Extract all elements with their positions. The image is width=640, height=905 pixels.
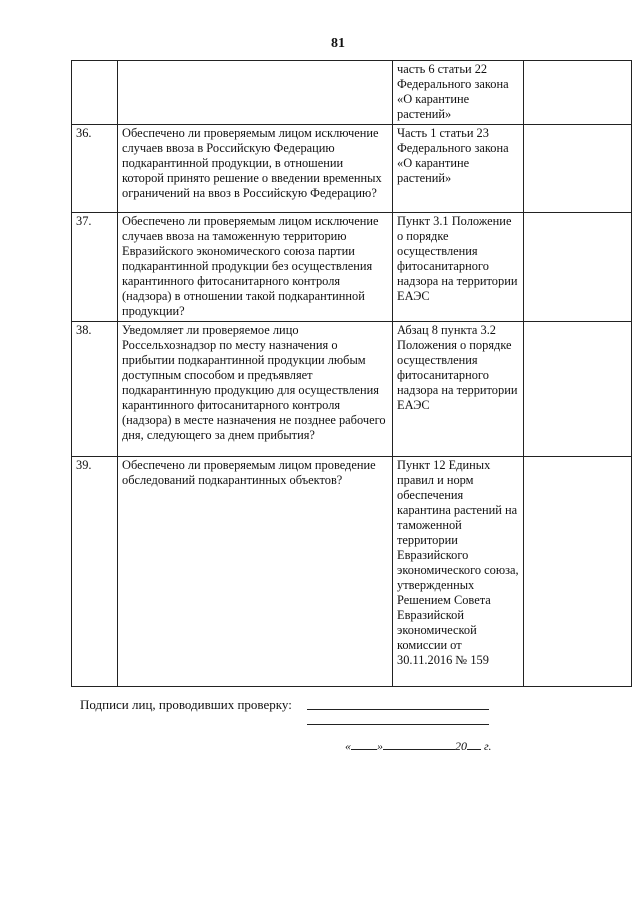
date-close-quote: » [377,739,383,753]
row-answer [524,457,632,687]
row-question: Уведомляет ли проверяемое лицо Россельхознадзор по месту назначения о прибытии подкарантинной продукции любым доступным способом и предъявляет подкарантинную продукцию для осуществления карантинного фитосанитарного контроля (надзора) в месте назначения не позднее рабочего дня, следующего за днем прибытия? [118,322,393,457]
table-row [72,213,632,322]
row-reference: Пункт 12 Единых правил и норм обеспечения карантина растений на таможенной территории Евразийского экономического союза, утвержденных Решением Совета Евразийской экономической комиссии от 30.11.2016 № 159 [393,457,524,687]
page-number: 81 [331,36,345,51]
row-answer [524,61,632,125]
row-reference: Абзац 8 пункта 3.2 Положения о порядке осуществления фитосанитарного надзора на территории ЕАЭС [393,322,524,457]
row-question [118,61,393,125]
row-reference: Часть 1 статьи 23 Федерального закона «О карантине растений» [393,125,524,213]
date-open-quote: « [345,739,351,753]
checklist-table [71,60,632,687]
signature-line[interactable] [307,724,489,725]
row-answer [524,322,632,457]
date-month-blank[interactable] [383,738,455,750]
date-year-prefix: 20 [455,739,467,753]
row-reference: Пункт 3.1 Положение о порядке осуществления фитосанитарного надзора на территории ЕАЭС [393,213,524,322]
row-number: 39. [72,457,118,687]
row-number [72,61,118,125]
table-row [72,322,632,457]
table-row [72,61,632,125]
table-row [72,125,632,213]
date-year-blank[interactable] [467,738,481,750]
row-question: Обеспечено ли проверяемым лицом проведение обследований подкарантинных объектов? [118,457,393,687]
date-day-blank[interactable] [351,738,377,750]
row-reference: часть 6 статьи 22 Федерального закона «О карантине растений» [393,61,524,125]
row-number: 36. [72,125,118,213]
row-question: Обеспечено ли проверяемым лицом исключение случаев ввоза в Российскую Федерацию подкарантинной продукции, в отношении которой принято решение о введении временных ограничений на ввоз в Российскую Федерацию? [118,125,393,213]
date-year-suffix: г. [484,739,492,753]
row-number: 37. [72,213,118,322]
date-line [345,738,492,754]
row-number: 38. [72,322,118,457]
signature-line[interactable] [307,709,489,710]
row-answer [524,213,632,322]
signature-label: Подписи лиц, проводивших проверку: [80,697,292,712]
row-answer [524,125,632,213]
row-question: Обеспечено ли проверяемым лицом исключение случаев ввоза на таможенную территорию Евразийского экономического союза партии подкарантинной продукции без осуществления карантинного фитосанитарного контроля (надзора) в отношении такой подкарантинной продукции? [118,213,393,322]
table-row [72,457,632,687]
